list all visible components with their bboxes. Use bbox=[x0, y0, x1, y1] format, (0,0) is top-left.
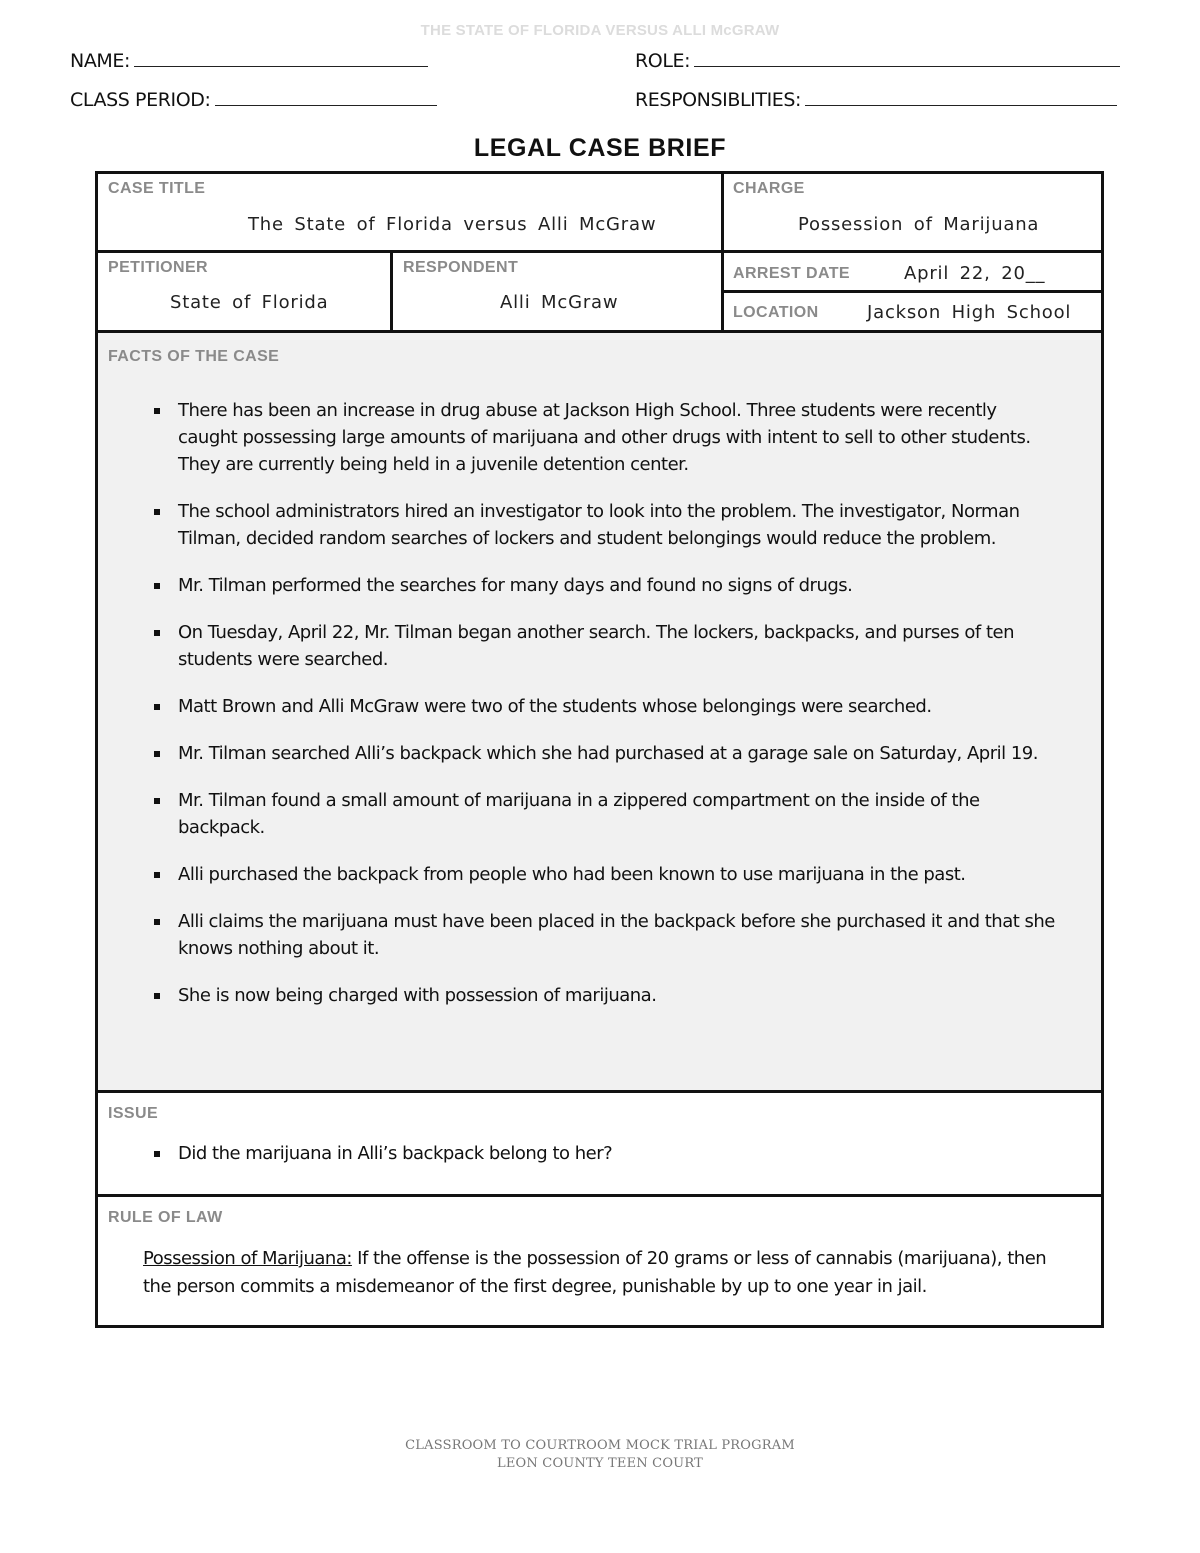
role-field bbox=[635, 50, 1120, 72]
name-label: NAME: bbox=[70, 50, 131, 72]
list-item-text: Did the marijuana in Alli’s backpack belong to her? bbox=[178, 1143, 613, 1164]
bullet-icon bbox=[154, 583, 160, 589]
list-item-text: Mr. Tilman found a small amount of marijuana in a zippered compartment on the inside of the backpack. bbox=[178, 790, 980, 838]
case-brief-table bbox=[95, 171, 1104, 1328]
arrest-date-label: ARREST DATE bbox=[733, 265, 850, 282]
bullet-icon bbox=[154, 408, 160, 414]
petitioner-label: PETITIONER bbox=[108, 259, 209, 276]
divider bbox=[98, 250, 1101, 253]
list-item-text: Mr. Tilman searched Alli’s backpack which she had purchased at a garage sale on Saturday, April 19. bbox=[178, 743, 1038, 764]
class-period-blank-line[interactable] bbox=[215, 91, 437, 106]
list-item-text: Mr. Tilman performed the searches for many days and found no signs of drugs. bbox=[178, 575, 853, 596]
facts-list bbox=[98, 397, 1058, 1009]
divider bbox=[721, 290, 1101, 293]
rule-of-law-label: RULE OF LAW bbox=[108, 1209, 223, 1226]
name-field bbox=[70, 50, 428, 72]
divider bbox=[390, 250, 393, 331]
list-item bbox=[98, 1140, 1058, 1167]
bullet-icon bbox=[154, 630, 160, 636]
divider bbox=[98, 1090, 1101, 1093]
rule-of-law-text bbox=[143, 1245, 1063, 1301]
list-item-text: Alli purchased the backpack from people who had been known to use marijuana in the past. bbox=[178, 864, 966, 885]
list-item bbox=[98, 693, 1058, 720]
watermark-title: THE STATE OF FLORIDA VERSUS ALLI McGRAW bbox=[420, 22, 780, 39]
issue-label: ISSUE bbox=[108, 1105, 159, 1122]
issue-list bbox=[98, 1140, 1058, 1167]
class-period-label: CLASS PERIOD: bbox=[70, 89, 211, 111]
role-label: ROLE: bbox=[635, 50, 691, 72]
bullet-icon bbox=[154, 798, 160, 804]
list-item bbox=[98, 787, 1058, 841]
location-label: LOCATION bbox=[733, 304, 819, 321]
petitioner-value: State of Florida bbox=[170, 292, 329, 313]
rule-name: Possession of Marijuana: bbox=[143, 1248, 352, 1269]
list-item bbox=[98, 397, 1058, 478]
list-item-text: The school administrators hired an investigator to look into the problem. The investigator, Norman Tilman, decided random searches of lockers and student belongings would reduce the problem. bbox=[178, 501, 1020, 549]
list-item bbox=[98, 498, 1058, 552]
charge-label: CHARGE bbox=[733, 180, 805, 197]
role-blank-line[interactable] bbox=[694, 52, 1120, 67]
list-item-text: Matt Brown and Alli McGraw were two of the students whose belongings were searched. bbox=[178, 696, 932, 717]
bullet-icon bbox=[154, 509, 160, 515]
name-blank-line[interactable] bbox=[134, 52, 428, 67]
list-item bbox=[98, 619, 1058, 673]
bullet-icon bbox=[154, 751, 160, 757]
footer-program: CLASSROOM TO COURTROOM MOCK TRIAL PROGRAM bbox=[405, 1438, 795, 1453]
location-value: Jackson High School bbox=[867, 302, 1072, 323]
footer bbox=[0, 1437, 1200, 1473]
arrest-date-value: April 22, 20__ bbox=[904, 263, 1046, 284]
list-item bbox=[98, 861, 1058, 888]
facts-label: FACTS OF THE CASE bbox=[108, 348, 280, 365]
list-item-text: On Tuesday, April 22, Mr. Tilman began another search. The lockers, backpacks, and purses of ten students were searched. bbox=[178, 622, 1015, 670]
page-title: LEGAL CASE BRIEF bbox=[473, 134, 727, 162]
bullet-icon bbox=[154, 993, 160, 999]
respondent-label: RESPONDENT bbox=[403, 259, 519, 276]
footer-organization: LEON COUNTY TEEN COURT bbox=[497, 1456, 703, 1471]
bullet-icon bbox=[154, 704, 160, 710]
bullet-icon bbox=[154, 872, 160, 878]
list-item-text: Alli claims the marijuana must have been placed in the backpack before she purchased it and that she knows nothing about it. bbox=[178, 911, 1055, 959]
list-item bbox=[98, 572, 1058, 599]
case-title-label: CASE TITLE bbox=[108, 180, 206, 197]
rule-description: If the offense is the possession of 20 grams or less of cannabis (marijuana), then the person commits a misdemeanor of the first degree, punishable by up to one year in jail. bbox=[143, 1248, 1047, 1297]
responsibilities-label: RESPONSIBLITIES: bbox=[635, 89, 802, 111]
respondent-value: Alli McGraw bbox=[500, 292, 619, 313]
class-period-field bbox=[70, 89, 437, 111]
list-item bbox=[98, 982, 1058, 1009]
responsibilities-field bbox=[635, 89, 1117, 111]
responsibilities-blank-line[interactable] bbox=[805, 91, 1117, 106]
list-item-text: She is now being charged with possession of marijuana. bbox=[178, 985, 657, 1006]
list-item bbox=[98, 740, 1058, 767]
charge-value: Possession of Marijuana bbox=[798, 214, 1040, 235]
divider bbox=[98, 1194, 1101, 1197]
case-title-value: The State of Florida versus Alli McGraw bbox=[248, 214, 657, 235]
bullet-icon bbox=[154, 919, 160, 925]
divider bbox=[98, 330, 1101, 333]
bullet-icon bbox=[154, 1151, 160, 1157]
list-item-text: There has been an increase in drug abuse at Jackson High School. Three students were recently caught possessing large amounts of marijuana and other drugs with intent to sell to other students. They are currently being held in a juvenile detention center. bbox=[178, 400, 1031, 475]
list-item bbox=[98, 908, 1058, 962]
